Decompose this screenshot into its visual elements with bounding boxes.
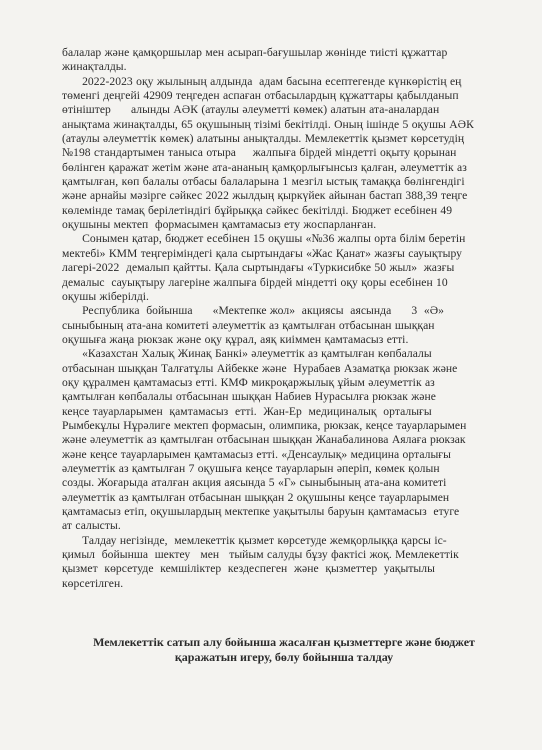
- text-line: қамтамасыз етіп, оқушылардың мектепке уақытылы баруын қамтамасыз етуге: [62, 505, 460, 518]
- text-line: ат салысты.: [62, 519, 121, 533]
- paragraph-road-to-school: [62, 304, 502, 347]
- text-line: жинақталды.: [62, 60, 127, 74]
- text-line: және арнайы мәзірге сәйкес 2022 жылдың қыркүйек айынан бастап 388,39 теңге: [62, 189, 468, 203]
- text-line: оқушыға жаңа рюкзак және оқу құрал, аяқ киіммен қамтамасыз етті.: [62, 332, 409, 346]
- text-line: сыныбының ата-ана комитеті әлеуметтік аз қамтылған отбасынан шыққан: [62, 318, 435, 332]
- text-line: мектебі» КММ теңгеріміндегі қала сыртындағы «Жас Қанат» жазғы сауықтыру: [62, 246, 463, 260]
- section-heading-line-2: қаражатын игеру, бөлу бойынша талдау: [174, 650, 394, 665]
- paragraph-2022-2023: [62, 75, 502, 233]
- text-line: «Казахстан Халық Жинақ Банкі» әлеуметтік аз қамтылған көпбалалы: [62, 347, 432, 361]
- text-line: және кеңсе тауарларымен қамтамасыз етті. «Денсаулық» медицина орталығы: [62, 447, 451, 461]
- text-line: (атаулы әлеуметтік көмек) алатыны анықталды. Мемлекеттік қызмет көрсетудің: [62, 132, 465, 146]
- text-line: қызмет көрсетуде кемшіліктер кездеспеген және қызметтер уақытылы: [62, 562, 435, 576]
- text-line: демалыс сауықтыру лагеріне жалпыға бірдей міндетті оқу қоры есебінен 10: [62, 275, 448, 289]
- text-line: әлеуметтік аз қамтылған отбасынан шыққан 2 оқушыны кеңсе тауарларымен: [62, 490, 450, 504]
- text-line: балалар және қамқоршылар мен асырап-бағушылар жөнінде тиісті құжаттар: [62, 46, 448, 59]
- section-heading-line-1: Мемлекеттік сатып алу бойынша жасалған қызметтерге және бюджет: [93, 635, 475, 650]
- text-line: қамтылған көпбалалы отбасынан шыққан Набиев Нурасылға рюкзак және: [62, 390, 436, 404]
- paragraph-budget-camp: [62, 232, 502, 304]
- text-line: қимыл бойынша шектеу мен тыйым салуды бұзу фактісі жоқ. Мемлекеттік: [62, 548, 459, 562]
- text-line: лагері-2022 демалып қайтты. Қала сыртындағы «Туркисибке 50 жыл» жазғы: [62, 261, 455, 275]
- text-line: қамтылған, көп балалы отбасы балаларына 1 мезгіл ыстық тамаққа бөлінгендігі: [62, 175, 465, 189]
- text-line: Республика бойынша «Мектепке жол» акциясы аясында 3 «Ә»: [62, 304, 445, 318]
- text-line: әлеуметтік аз қамтылған 7 оқушыға кеңсе тауарларын әперіп, көмек қолын: [62, 461, 440, 475]
- paragraph-intro-tail: [62, 46, 502, 75]
- text-line: кеңсе тауарларымен қамтамасыз етті. Жан-Ер медициналық орталығы: [62, 404, 432, 418]
- text-line: №198 стандартымен таныса отыра жалпыға бірдей міндетті оқыту қорынан: [62, 146, 457, 160]
- paragraph-analysis: [62, 534, 502, 591]
- text-line: өтініштер алынды АӘК (атаулы әлеуметті көмек) алатын ата-аналардан: [62, 103, 440, 117]
- text-line: көлемінде тамақ берілетіндігі бұйрыққа сәйкес бекітілді. Бюджет есебінен 49: [62, 203, 453, 217]
- text-line: отбасынан шыққан Талғатұлы Айбекке және Нурабаев Азаматқа рюкзак және: [62, 361, 458, 375]
- text-line: анықтама жинақталды, 65 оқушының тізімі бекітілді. Оның ішінде 5 оқушы АӘК: [62, 117, 474, 131]
- text-line: бөлінген қаражат жетім және ата-ананың қамқорлығынсыз қалған, әлеуметтік аз: [62, 160, 467, 174]
- text-line: Сонымен қатар, бюджет есебінен 15 оқушы «№36 жалпы орта білім беретін: [62, 232, 466, 246]
- text-line: Рымбекұлы Нұрәлиге мектеп формасын, олимпика, рюкзак, кеңсе тауарларымен: [62, 418, 467, 432]
- section-heading: [62, 635, 502, 665]
- text-line: оқушы жіберілді.: [62, 289, 149, 303]
- text-line: оқушыны мектеп формасымен қамтамасыз ету жоспарланған.: [62, 218, 377, 232]
- text-line: 2022-2023 оқу жылының алдында адам басына есептегенде күнкөрістің ең: [62, 74, 462, 88]
- text-line: оқу құралмен қамтамасыз етті. КМФ микроқаржылық ұйым әлеуметтік аз: [62, 375, 435, 389]
- text-line: төменгі деңгейі 42909 теңгеден аспаған отбасылардың құжаттары қабылданып: [62, 89, 459, 103]
- text-line: және әлеуметтік аз қамтылған отбасынан шыққан Жанабалинова Аялаға рюкзак: [62, 433, 466, 447]
- paragraph-sponsors: [62, 347, 502, 533]
- text-line: көрсетілген.: [62, 576, 124, 590]
- text-line: Талдау негізінде, мемлекеттік қызмет көрсетуде жемқорлыққа қарсы іс-: [62, 533, 447, 547]
- text-line: созды. Жоғарыда аталған акция аясында 5 «Г» сыныбының ата-ана комитеті: [62, 476, 447, 490]
